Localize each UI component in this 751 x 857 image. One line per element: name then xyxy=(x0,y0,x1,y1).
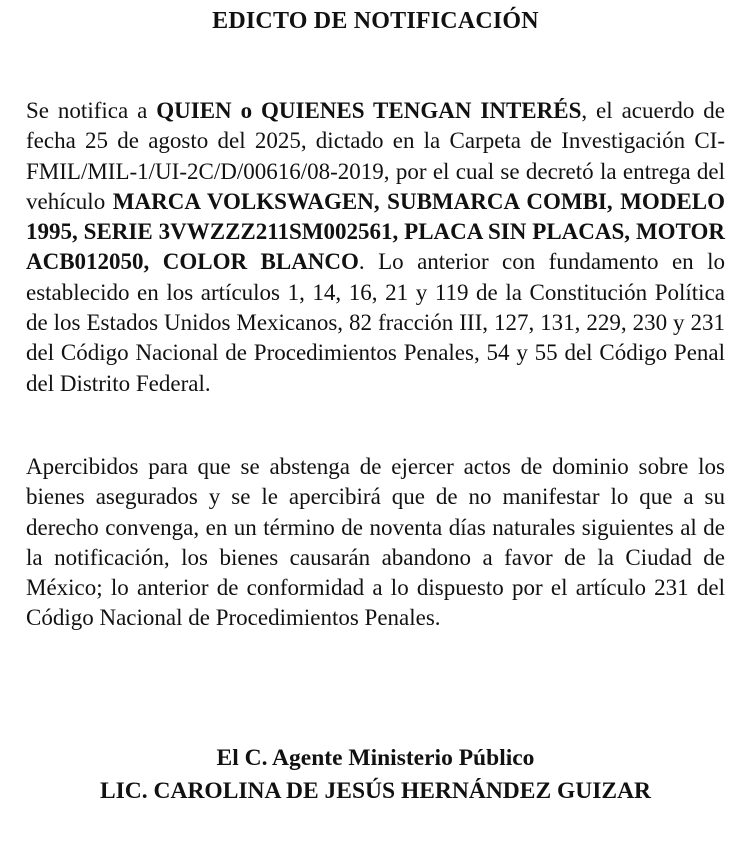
paragraph1-text-3: . Lo anterior con fundamento en lo establecido en los artículos 1, 14, 16, 21 y 119 de la Constitución Política de los Estados Unidos Mexicanos, 82 fracción III, 127, 131, 229, 230 y 231 del Código Nacional de Procedimientos Penales, 54 y 55 del Código Penal del Distrito Federal. xyxy=(26,249,725,396)
signature-role: El C. Agente Ministerio Público xyxy=(216,745,535,771)
signature-block xyxy=(0,742,751,808)
vehicle-details-bold: MARCA VOLKSWAGEN, SUBMARCA COMBI, MODELO 1995, SERIE 3VWZZZ211SM002561, PLACA SIN PLACAS, MOTOR ACB012050, COLOR BLANCO xyxy=(26,188,725,275)
warning-paragraph: Apercibidos para que se abstenga de ejercer actos de dominio sobre los bienes asegurados y se le apercibirá que de no manifestar lo que a su derecho convenga, en un término de noventa días naturales siguientes al de la notificación, los bienes causarán abandono a favor de la Ciudad de México; lo anterior de conformidad a lo dispuesto por el artículo 231 del Código Nacional de Procedimientos Penales. xyxy=(26,454,725,631)
document-title: EDICTO DE NOTIFICACIÓN xyxy=(212,8,539,34)
paragraph1-text-2: , el acuerdo de fecha 25 de agosto del 2025, dictado en la Carpeta de Investigación CI-FMIL/MIL-1/UI-2C/D/00616/08-2019, por el cual se decretó la entrega del vehículo xyxy=(26,98,726,214)
interested-parties-bold: QUIEN o QUIENES TENGAN INTERÉS xyxy=(156,98,582,123)
signature-name: LIC. CAROLINA DE JESÚS HERNÁNDEZ GUIZAR xyxy=(99,778,652,804)
notification-paragraph xyxy=(26,96,725,399)
paragraph1-text-1: Se notifica a xyxy=(26,98,157,123)
